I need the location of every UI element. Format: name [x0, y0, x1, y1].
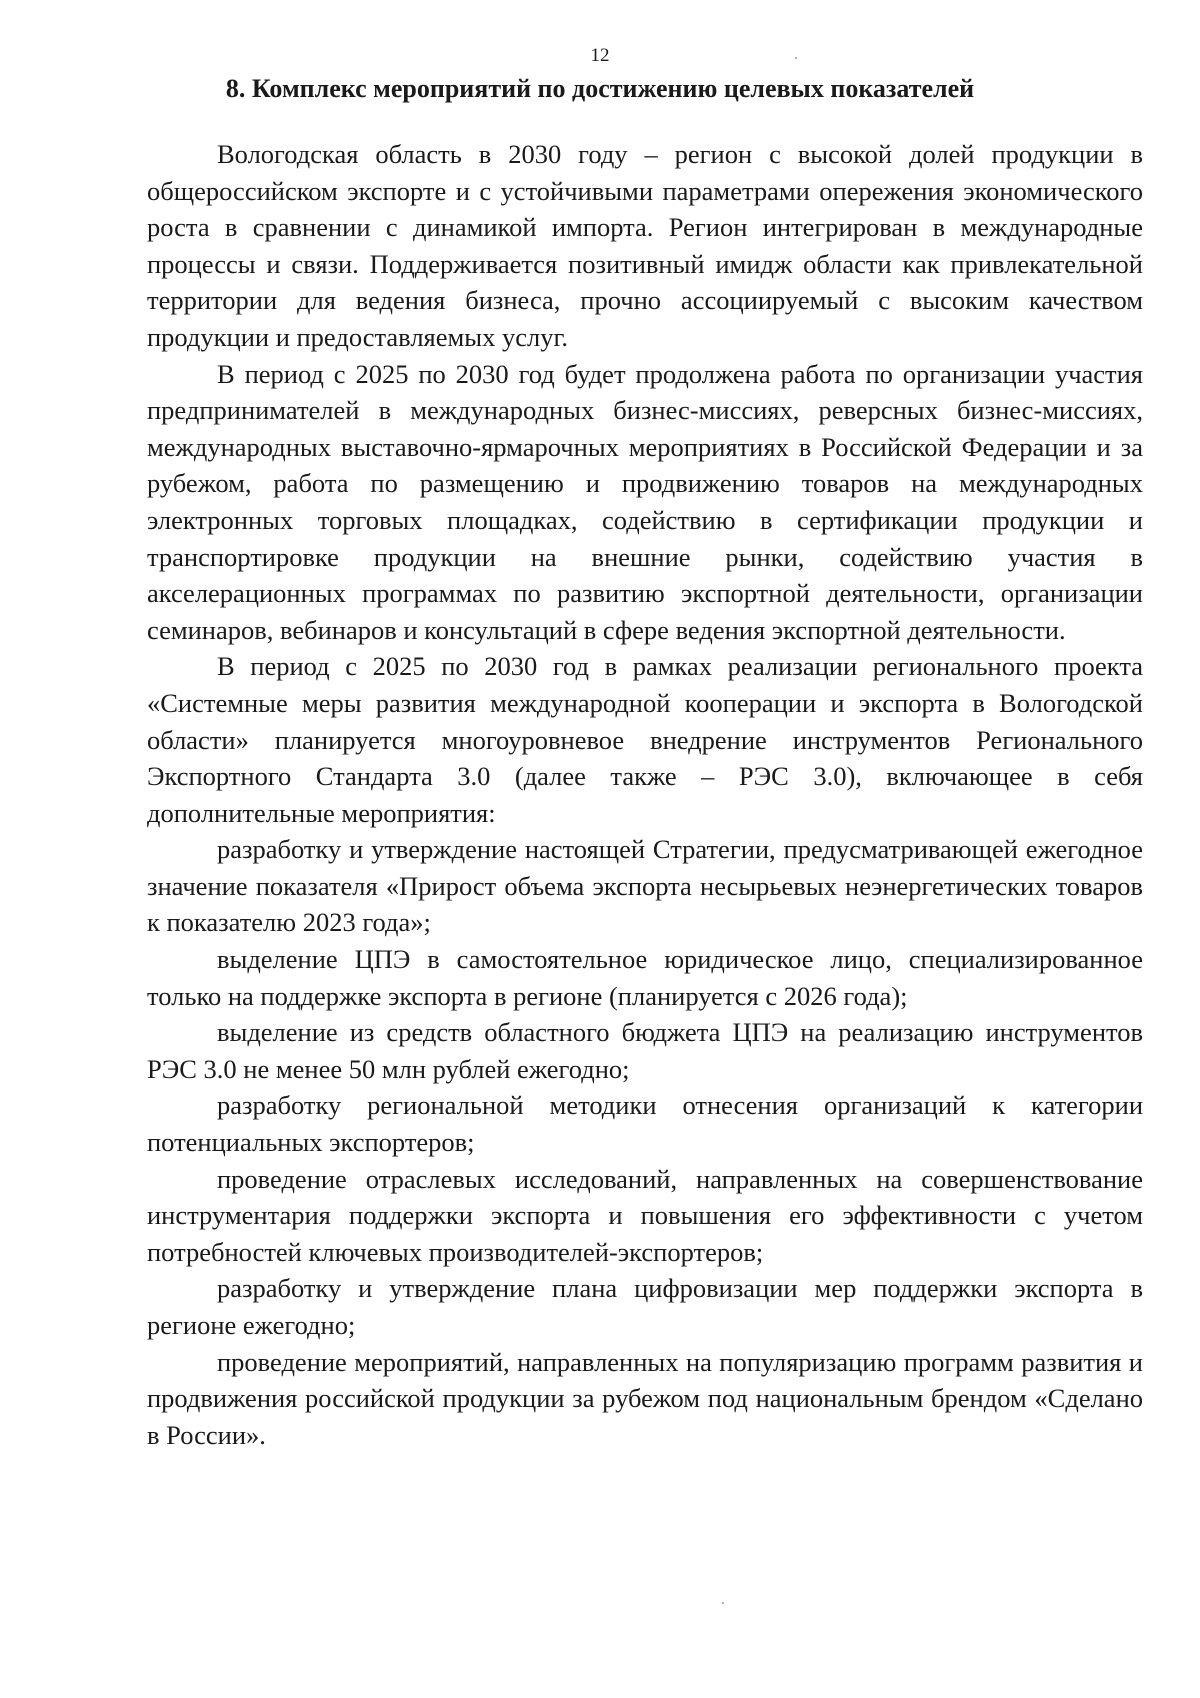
list-item-methodology: разработку региональной методики отнесения организаций к категории потенциальных экспортеров;: [147, 1090, 1143, 1158]
scan-speck: [795, 57, 797, 59]
page-number: 12: [590, 45, 610, 66]
list-item-strategy: разработку и утверждение настоящей Стратегии, предусматривающей ежегодное значение показателя «Прирост объема экспорта несырьевых неэнергетических товаров к показателю 2023 года»;: [147, 834, 1143, 938]
list-item-digitalization: разработку и утверждение плана цифровизации мер поддержки экспорта в регионе ежегодно;: [147, 1273, 1143, 1340]
scan-speck: [722, 1602, 724, 1604]
paragraph-regional-project: В период с 2025 по 2030 год в рамках реализации регионального проекта «Системные меры развития международной кооперации и экспорта в Вологодской области» планируется многоуровневое внедрение инструментов Регионального Экспортного Стандарта 3.0 (далее также – РЭС 3.0), включающее в себя дополнительные мероприятия:: [147, 651, 1143, 828]
paragraph-ongoing-work: В период с 2025 по 2030 год будет продолжена работа по организации участия предпринимателей в международных бизнес-миссиях, реверсных бизнес-миссиях, международных выставочно-ярмарочных мероприятиях в Российской Федерации и за рубежом, работа по размещению и продвижению товаров на международных электронных торговых площадках, содействию в сертификации продукции и транспортировке продукции на внешние рынки, содействию участия в акселерационных программах по развитию экспортной деятельности, организации семинаров, вебинаров и консультаций в сфере ведения экспортной деятельности.: [147, 358, 1143, 645]
paragraph-region-vision: Вологодская область в 2030 году – регион с высокой долей продукции в общероссийском экспорте и с устойчивыми параметрами опережения экономического роста в сравнении с динамикой импорта. Регион интегрирован в международные процессы и связи. Поддерживается позитивный имидж области как привлекательной территории для ведения бизнеса, прочно ассоциируемый с высоким качеством продукции и предоставляемых услуг.: [147, 139, 1143, 352]
document-body: [147, 136, 1143, 1453]
list-item-budget: выделение из средств областного бюджета ЦПЭ на реализацию инструментов РЭС 3.0 не менее 50 млн рублей ежегодно;: [147, 1017, 1143, 1084]
section-heading: 8. Комплекс мероприятий по достижению целевых показателей: [225, 74, 975, 103]
list-item-research: проведение отраслевых исследований, направленных на совершенствование инструментария поддержки экспорта и повышения его эффективности с учетом потребностей ключевых производителей-экспортеров;: [147, 1163, 1143, 1267]
list-item-legal-entity: выделение ЦПЭ в самостоятельное юридическое лицо, специализированное только на поддержке экспорта в регионе (планируется с 2026 года);: [147, 944, 1143, 1011]
list-item-popularization: проведение мероприятий, направленных на популяризацию программ развития и продвижения российской продукции за рубежом под национальным брендом «Сделано в России».: [147, 1346, 1143, 1450]
